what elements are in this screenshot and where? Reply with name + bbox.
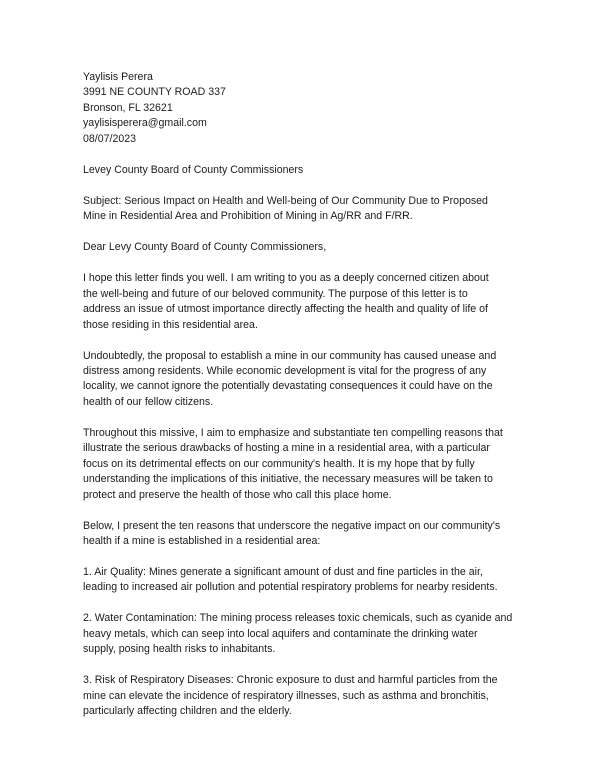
sender-name: Yaylisis Perera [83,71,153,83]
paragraph-intro [83,271,528,333]
paragraph-line: mine can elevate the incidence of respiratory illnesses, such as asthma and bronchitis, [83,689,489,702]
paragraph-line: focus on its detrimental effects on our community's health. It is my hope that by fully [83,457,475,470]
paragraph-line: Throughout this missive, I aim to emphasize and substantiate ten compelling reasons that [83,426,503,439]
salutation-line: Dear Levy County Board of County Commissioners, [83,241,327,254]
salutation [83,240,528,255]
reason-air-quality [83,565,528,596]
subject [83,194,528,225]
paragraph-line: those residing in this residential area. [83,318,258,331]
recipient [83,163,528,178]
paragraph-line: supply, posing health risks to inhabitants. [83,643,276,656]
paragraph-line: locality, we cannot ignore the potentially devastating consequences it could have on the [83,380,493,393]
sender-address [83,70,528,147]
paragraph-line: 3. Risk of Respiratory Diseases: Chronic exposure to dust and harmful particles from the [83,674,498,687]
paragraph-line: particularly affecting children and the elderly. [83,704,292,717]
paragraph-line: I hope this letter finds you well. I am writing to you as a deeply concerned citizen about [83,272,489,285]
paragraph-line: 1. Air Quality: Mines generate a significant amount of dust and fine particles in the air, [83,565,483,578]
recipient-line: Levey County Board of County Commissioners [83,164,304,177]
sender-street: 3991 NE COUNTY ROAD 337 [83,86,226,99]
reason-respiratory-diseases [83,673,528,719]
paragraph-concern [83,349,528,411]
paragraph-line: protect and preserve the health of those who call this place home. [83,488,392,501]
paragraph-line: understanding the implications of this initiative, the necessary measures will be taken to [83,473,493,486]
paragraph-line: address an issue of utmost importance directly affecting the health and quality of life of [83,303,488,316]
paragraph-line: illustrate the serious drawbacks of hosting a mine in a residential area, with a particular [83,442,490,455]
sender-email: yaylisisperera@gmail.com [83,117,207,130]
paragraph-reasons-intro [83,519,528,550]
paragraph-line: health if a mine is established in a residential area: [83,534,321,547]
paragraph-line: heavy metals, which can seep into local aquifers and contaminate the drinking water [83,627,478,640]
paragraph-purpose [83,426,528,503]
paragraph-line: distress among residents. While economic development is vital for the progress of any [83,365,487,378]
paragraph-line: leading to increased air pollution and potential respiratory problems for nearby residents. [83,581,498,594]
letter-date: 08/07/2023 [83,132,137,145]
paragraph-line: Below, I present the ten reasons that underscore the negative impact on our community's [83,519,501,532]
subject-line: Mine in Residential Area and Prohibition of Mining in Ag/RR and F/RR. [83,210,413,223]
reason-water-contamination [83,611,528,657]
paragraph-line: the well-being and future of our beloved community. The purpose of this letter is to [83,287,468,300]
paragraph-line: 2. Water Contamination: The mining process releases toxic chemicals, such as cyanide and [83,612,513,625]
paragraph-line: health of our fellow citizens. [83,395,214,408]
subject-line: Subject: Serious Impact on Health and Well-being of Our Community Due to Proposed [83,195,488,208]
paragraph-line: Undoubtedly, the proposal to establish a mine in our community has caused unease and [83,349,497,362]
sender-city: Bronson, FL 32621 [83,101,173,114]
letter-body [83,70,528,735]
